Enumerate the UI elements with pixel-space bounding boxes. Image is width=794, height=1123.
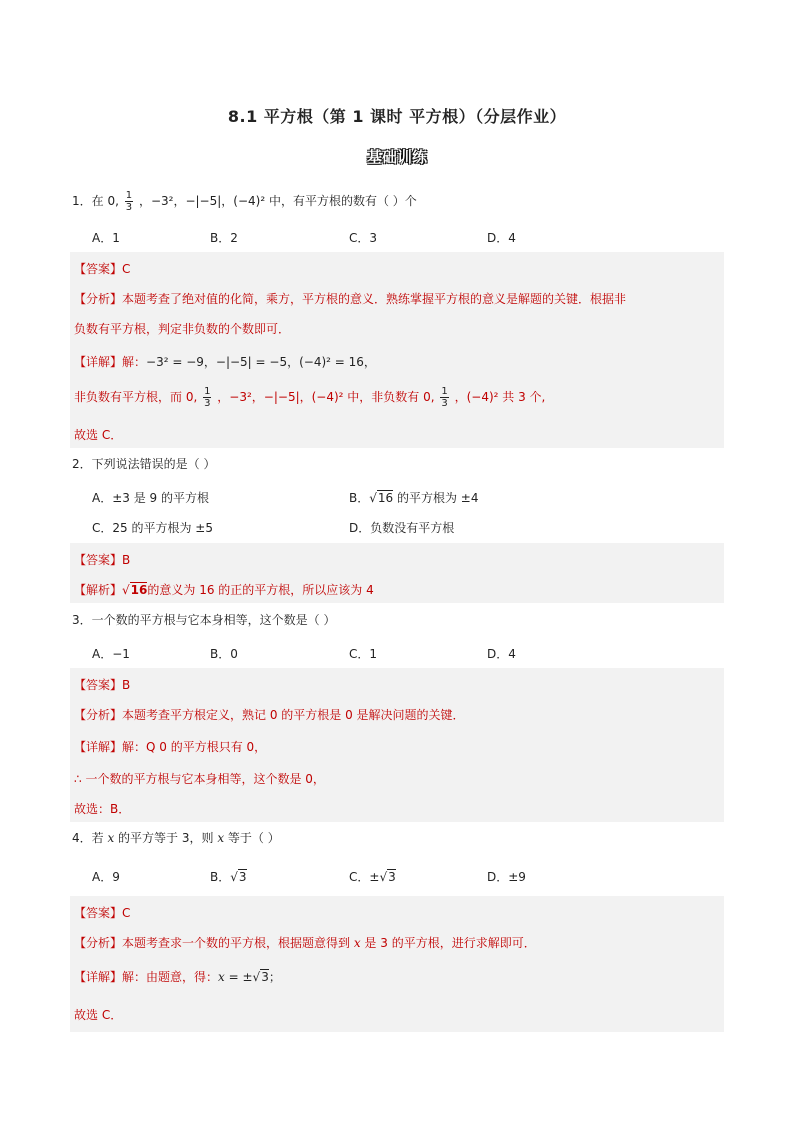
question-4-analysis: 【分析】本题考查求一个数的平方根，根据题意得到 x 是 3 的平方根，进行求解即可． bbox=[74, 936, 536, 950]
question-3-option-b: B．0 bbox=[210, 647, 238, 661]
question-2-solution-box bbox=[70, 543, 724, 603]
question-1-option-a: A．1 bbox=[92, 231, 120, 245]
question-1-detail: 【详解】解：−3² = −9，−|−5| = −5，(−4)² = 16， bbox=[74, 355, 376, 369]
question-1-option-b: B．2 bbox=[210, 231, 238, 245]
fraction-one-third: $\frac{1}{3}$ bbox=[204, 386, 211, 409]
question-2-option-a: A．±3 是 9 的平方根 bbox=[92, 491, 209, 505]
question-1-answer: 【答案】C bbox=[74, 262, 131, 276]
question-2-option-b: B．√16 的平方根为 ±4 bbox=[349, 491, 479, 505]
question-4-option-c: C．±√3 bbox=[349, 870, 396, 884]
question-1-solution-box bbox=[70, 252, 724, 448]
question-4-option-d: D．±9 bbox=[487, 870, 526, 884]
question-4-option-a: A．9 bbox=[92, 870, 120, 884]
question-4-choice: 故选 C． bbox=[74, 1008, 123, 1022]
question-3-detail-line-2: ∴ 一个数的平方根与它本身相等，这个数是 0， bbox=[74, 772, 325, 786]
question-3-answer: 【答案】B bbox=[74, 678, 131, 692]
question-3-stem: 3．一个数的平方根与它本身相等，这个数是（ ） bbox=[72, 613, 336, 627]
question-2-answer: 【答案】B bbox=[74, 553, 131, 567]
question-4-detail: 【详解】解：由题意，得：x = ±√3； bbox=[74, 970, 281, 984]
question-1-analysis-line-2: 负数有平方根，判定非负数的个数即可． bbox=[74, 322, 291, 336]
question-2-option-c: C．25 的平方根为 ±5 bbox=[92, 521, 213, 535]
question-1-detail-line-2: 非负数有平方根，而 0, $\frac{1}{3}$ ，−3²，−|−5|，(−4)² 中，非负数有 0, $\frac{1}{3}$ ，(−4)² 共 3 个, bbox=[74, 386, 546, 409]
question-3-choice: 故选：B． bbox=[74, 802, 131, 816]
question-1-option-c: C．3 bbox=[349, 231, 378, 245]
question-3-detail: 【详解】解：Q 0 的平方根只有 0， bbox=[74, 740, 267, 754]
question-1-stem: 1．在 0, $\frac{1}{3}$ ，−3²，−|−5|，(−4)² 中，有平方根的数有（ ）个 bbox=[72, 190, 417, 213]
page-title: 8.1 平方根（第 1 课时 平方根）（分层作业） bbox=[227, 107, 567, 126]
question-3-option-c: C．1 bbox=[349, 647, 378, 661]
question-2-analysis: 【解析】√16的意义为 16 的正的平方根，所以应该为 4 bbox=[74, 583, 374, 597]
question-1-analysis-line-1: 【分析】本题考查了绝对值的化简，乘方，平方根的意义．熟练掌握平方根的意义是解题的关键．根据非 bbox=[74, 292, 627, 306]
question-3-option-d: D．4 bbox=[487, 647, 516, 661]
section-subtitle: 基础训练 bbox=[366, 148, 427, 166]
question-4-solution-box bbox=[70, 896, 724, 1032]
question-3-option-a: A．−1 bbox=[92, 647, 130, 661]
question-1-option-d: D．4 bbox=[487, 231, 516, 245]
question-3-solution-box bbox=[70, 668, 724, 822]
question-3-analysis: 【分析】本题考查平方根定义，熟记 0 的平方根是 0 是解决问题的关键． bbox=[74, 708, 465, 722]
fraction-one-third: $\frac{1}{3}$ bbox=[441, 386, 448, 409]
question-4-answer: 【答案】C bbox=[74, 906, 131, 920]
question-2-option-d: D．负数没有平方根 bbox=[349, 521, 455, 535]
question-1-choice: 故选 C． bbox=[74, 428, 123, 442]
question-2-stem: 2．下列说法错误的是（ ） bbox=[72, 457, 216, 471]
question-4-option-b: B．√3 bbox=[210, 870, 247, 884]
question-4-stem: 4．若 x 的平方等于 3，则 x 等于（ ） bbox=[72, 831, 280, 845]
fraction-one-third: $\frac{1}{3}$ bbox=[125, 190, 133, 213]
